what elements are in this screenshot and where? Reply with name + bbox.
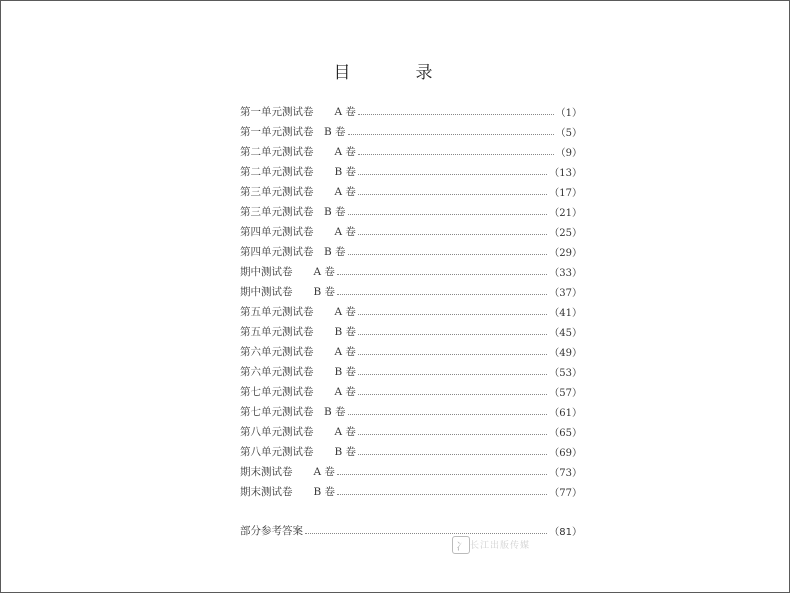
leader-dots — [348, 206, 548, 215]
toc-entry-page: （57） — [549, 387, 582, 399]
toc-entry-label: 第二单元测试卷 A 卷 — [240, 145, 356, 158]
toc-entry-label: 第五单元测试卷 B 卷 — [240, 325, 357, 338]
page-title: 目 录 — [333, 63, 457, 83]
toc-entry-label: 期中测试卷 B 卷 — [240, 285, 336, 298]
leader-dots — [358, 386, 547, 395]
toc-entry[interactable] — [240, 101, 582, 121]
answers-label: 部分参考答案 — [240, 524, 303, 537]
toc-entry[interactable] — [240, 181, 582, 201]
table-of-contents — [240, 101, 582, 501]
toc-entry-page: （61） — [549, 407, 582, 419]
leader-dots — [337, 466, 547, 475]
toc-entry[interactable] — [240, 461, 582, 481]
toc-entry-page: （41） — [549, 307, 582, 319]
toc-entry-label: 第一单元测试卷 A 卷 — [240, 105, 356, 118]
toc-entry-page: （21） — [549, 207, 582, 219]
toc-entry-page: （73） — [549, 467, 582, 479]
toc-entry-label: 第四单元测试卷 A 卷 — [240, 225, 356, 238]
toc-entry-label: 第八单元测试卷 B 卷 — [240, 445, 357, 458]
toc-entry[interactable] — [240, 441, 582, 461]
leader-dots — [358, 326, 547, 335]
toc-entry-label: 第七单元测试卷 A 卷 — [240, 385, 356, 398]
toc-entry-page: （33） — [549, 267, 582, 279]
publisher-logo-icon: 冫 — [452, 536, 470, 554]
toc-entry-label: 第三单元测试卷 B 卷 — [240, 205, 346, 218]
toc-entry[interactable] — [240, 261, 582, 281]
toc-entry[interactable] — [240, 401, 582, 421]
toc-entry-label: 第八单元测试卷 A 卷 — [240, 425, 356, 438]
toc-entry-page: （5） — [555, 127, 582, 139]
leader-dots — [305, 525, 547, 534]
leader-dots — [337, 486, 547, 495]
leader-dots — [337, 286, 547, 295]
toc-entry[interactable] — [240, 341, 582, 361]
leader-dots — [348, 246, 548, 255]
leader-dots — [348, 406, 548, 415]
toc-entry-page: （25） — [549, 227, 582, 239]
toc-entry-page: （77） — [549, 487, 582, 499]
toc-entry[interactable] — [240, 481, 582, 501]
leader-dots — [358, 446, 547, 455]
answers-page: （81） — [549, 526, 582, 538]
toc-entry[interactable] — [240, 241, 582, 261]
toc-entry-page: （13） — [549, 167, 582, 179]
toc-entry[interactable] — [240, 381, 582, 401]
leader-dots — [358, 306, 547, 315]
toc-entry[interactable] — [240, 361, 582, 381]
toc-entry[interactable] — [240, 321, 582, 341]
toc-entry-page: （1） — [555, 107, 582, 119]
toc-entry[interactable] — [240, 421, 582, 441]
toc-entry-page: （69） — [549, 447, 582, 459]
toc-entry-label: 第四单元测试卷 B 卷 — [240, 245, 346, 258]
toc-entry[interactable] — [240, 301, 582, 321]
leader-dots — [358, 366, 547, 375]
toc-entry-label: 第二单元测试卷 B 卷 — [240, 165, 357, 178]
toc-entry-label: 期末测试卷 A 卷 — [240, 465, 335, 478]
leader-dots — [358, 106, 554, 115]
toc-entry-label: 第七单元测试卷 B 卷 — [240, 405, 346, 418]
leader-dots — [358, 186, 547, 195]
toc-entry[interactable] — [240, 121, 582, 141]
leader-dots — [358, 166, 547, 175]
toc-entry-page: （17） — [549, 187, 582, 199]
toc-entry-label: 期末测试卷 B 卷 — [240, 485, 336, 498]
toc-entry[interactable] — [240, 201, 582, 221]
toc-entry-label: 第六单元测试卷 A 卷 — [240, 345, 356, 358]
toc-entry-page: （45） — [549, 327, 582, 339]
toc-entry-page: （37） — [549, 287, 582, 299]
leader-dots — [337, 266, 547, 275]
leader-dots — [358, 346, 547, 355]
toc-entry[interactable] — [240, 161, 582, 181]
leader-dots — [358, 146, 554, 155]
toc-entry-label: 期中测试卷 A 卷 — [240, 265, 335, 278]
toc-entry-page: （49） — [549, 347, 582, 359]
toc-entry-answers[interactable] — [240, 520, 582, 540]
leader-dots — [358, 226, 547, 235]
toc-entry-label: 第三单元测试卷 A 卷 — [240, 185, 356, 198]
toc-entry-label: 第一单元测试卷 B 卷 — [240, 125, 346, 138]
toc-entry[interactable] — [240, 221, 582, 241]
toc-entry-page: （65） — [549, 427, 582, 439]
toc-entry-page: （9） — [555, 147, 582, 159]
toc-entry-page: （29） — [549, 247, 582, 259]
toc-entry-label: 第六单元测试卷 B 卷 — [240, 365, 357, 378]
leader-dots — [358, 426, 547, 435]
toc-entry[interactable] — [240, 281, 582, 301]
publisher-logo-text: 长江出版传媒 — [470, 541, 531, 551]
toc-entry-label: 第五单元测试卷 A 卷 — [240, 305, 356, 318]
leader-dots — [348, 126, 554, 135]
toc-entry[interactable] — [240, 141, 582, 161]
toc-entry-page: （53） — [549, 367, 582, 379]
